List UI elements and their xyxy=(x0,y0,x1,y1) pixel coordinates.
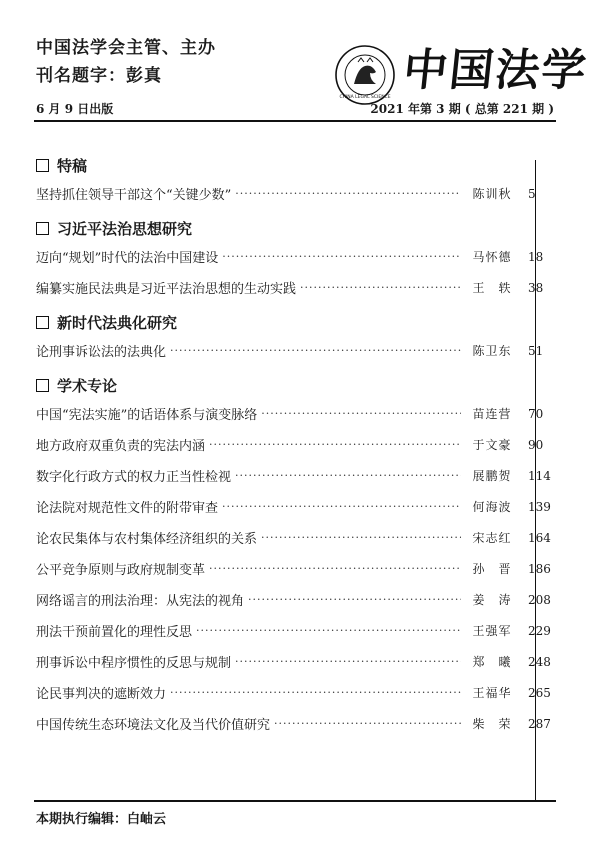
section-special xyxy=(36,152,558,209)
entry-author: 苗连营 xyxy=(472,407,512,421)
checkbox-square-icon xyxy=(36,159,49,172)
entry-page: 287 xyxy=(528,716,551,731)
table-of-contents xyxy=(36,150,558,745)
entry-author: 马怀德 xyxy=(472,250,512,264)
toc-entry[interactable] xyxy=(36,272,558,303)
section-heading-text: 新时代法典化研究 xyxy=(57,313,178,332)
toc-entry[interactable] xyxy=(36,429,558,460)
dot-leader xyxy=(209,438,461,451)
entry-author: 何海波 xyxy=(472,500,512,514)
toc-entry[interactable] xyxy=(36,241,558,272)
toc-entry[interactable] xyxy=(36,708,558,739)
toc-entry[interactable] xyxy=(36,522,558,553)
entry-title: 论民事判决的遮断效力 xyxy=(36,687,167,702)
toc-entry[interactable] xyxy=(36,677,558,708)
entry-title: 论法院对规范性文件的附带审查 xyxy=(36,501,219,516)
section-heading xyxy=(36,215,558,241)
journal-seal-icon xyxy=(334,44,396,106)
entry-author: 郑 曦 xyxy=(472,655,512,669)
section-academic xyxy=(36,372,558,739)
checkbox-square-icon xyxy=(36,379,49,392)
dot-leader xyxy=(196,624,461,637)
entry-title: 刑法干预前置化的理性反思 xyxy=(36,625,193,640)
entry-page: 5 xyxy=(528,186,536,201)
dot-leader xyxy=(170,344,461,357)
toc-entry[interactable] xyxy=(36,178,558,209)
dot-leader xyxy=(261,407,461,420)
seal-text: CHINA LEGAL SCIENCE xyxy=(339,95,391,100)
dot-leader xyxy=(274,717,461,730)
toc-entry[interactable] xyxy=(36,460,558,491)
section-xi-thought xyxy=(36,215,558,303)
entry-page: 164 xyxy=(528,530,551,545)
toc-entry[interactable] xyxy=(36,646,558,677)
dot-leader xyxy=(300,281,461,294)
entry-page: 229 xyxy=(528,623,551,638)
checkbox-square-icon xyxy=(36,316,49,329)
entry-title: 编纂实施民法典是习近平法治思想的生动实践 xyxy=(36,282,297,297)
toc-entry[interactable] xyxy=(36,615,558,646)
entry-page: 265 xyxy=(528,685,551,700)
entry-author: 王 轶 xyxy=(472,281,512,295)
entry-page: 186 xyxy=(528,561,551,576)
dot-leader xyxy=(235,187,461,200)
checkbox-square-icon xyxy=(36,222,49,235)
entry-title: 地方政府双重负责的宪法内涵 xyxy=(36,439,206,454)
dot-leader xyxy=(209,562,461,575)
dot-leader xyxy=(170,686,461,699)
section-heading-text: 特稿 xyxy=(57,156,88,175)
toc-entry[interactable] xyxy=(36,584,558,615)
section-codification xyxy=(36,309,558,366)
dot-leader xyxy=(261,531,461,544)
section-heading-text: 学术专论 xyxy=(57,376,118,395)
section-heading xyxy=(36,309,558,335)
entry-page: 18 xyxy=(528,249,544,264)
entry-page: 208 xyxy=(528,592,551,607)
executive-editor: 本期执行编辑：白岫云 xyxy=(36,812,167,827)
entry-author: 陈卫东 xyxy=(472,344,512,358)
section-heading xyxy=(36,152,558,178)
dot-leader xyxy=(222,500,461,513)
dot-leader xyxy=(235,469,461,482)
dot-leader xyxy=(235,655,461,668)
entry-title: 中国传统生态环境法文化及当代价值研究 xyxy=(36,718,271,733)
sponsor-line: 中国法学会主管、主办 xyxy=(36,38,216,58)
entry-title: 网络谣言的刑法治理：从宪法的视角 xyxy=(36,594,245,609)
entry-author: 姜 涛 xyxy=(472,593,512,607)
calligraphy-credit: 刊名题字：彭真 xyxy=(36,66,162,86)
entry-author: 孙 晋 xyxy=(472,562,512,576)
dot-leader xyxy=(222,250,461,263)
publish-date: 6 月 9 日出版 xyxy=(36,102,114,116)
entry-page: 70 xyxy=(528,406,544,421)
bottom-divider xyxy=(34,800,556,802)
entry-title: 数字化行政方式的权力正当性检视 xyxy=(36,470,232,485)
issue-number: 2021 年第 3 期 ( 总第 221 期 ) xyxy=(370,102,554,116)
entry-title: 坚持抓住领导干部这个“关键少数” xyxy=(36,188,232,203)
top-divider xyxy=(34,120,556,122)
entry-author: 王强军 xyxy=(472,624,512,638)
dot-leader xyxy=(248,593,461,606)
entry-title: 公平竞争原则与政府规制变革 xyxy=(36,563,206,578)
toc-entry[interactable] xyxy=(36,398,558,429)
entry-title: 论农民集体与农村集体经济组织的关系 xyxy=(36,532,258,547)
entry-author: 于文豪 xyxy=(472,438,512,452)
toc-entry[interactable] xyxy=(36,553,558,584)
entry-author: 王福华 xyxy=(472,686,512,700)
entry-title: 论刑事诉讼法的法典化 xyxy=(36,345,167,360)
entry-title: 中国“宪法实施”的话语体系与演变脉络 xyxy=(36,408,258,423)
journal-brand-logo: 中国法学 xyxy=(400,45,590,96)
toc-entry[interactable] xyxy=(36,335,558,366)
section-heading xyxy=(36,372,558,398)
entry-title: 迈向“规划”时代的法治中国建设 xyxy=(36,251,219,266)
masthead-left xyxy=(36,34,216,90)
entry-page: 248 xyxy=(528,654,551,669)
entry-page: 114 xyxy=(528,468,551,483)
entry-author: 宋志红 xyxy=(472,531,512,545)
entry-author: 展鹏贺 xyxy=(472,469,512,483)
entry-author: 柴 荣 xyxy=(472,717,512,731)
section-heading-text: 习近平法治思想研究 xyxy=(57,219,193,238)
entry-author: 陈训秋 xyxy=(472,187,512,201)
entry-page: 90 xyxy=(528,437,544,452)
entry-title: 刑事诉讼中程序惯性的反思与规制 xyxy=(36,656,232,671)
entry-page: 38 xyxy=(528,280,544,295)
entry-page: 139 xyxy=(528,499,551,514)
toc-entry[interactable] xyxy=(36,491,558,522)
entry-page: 51 xyxy=(528,343,544,358)
